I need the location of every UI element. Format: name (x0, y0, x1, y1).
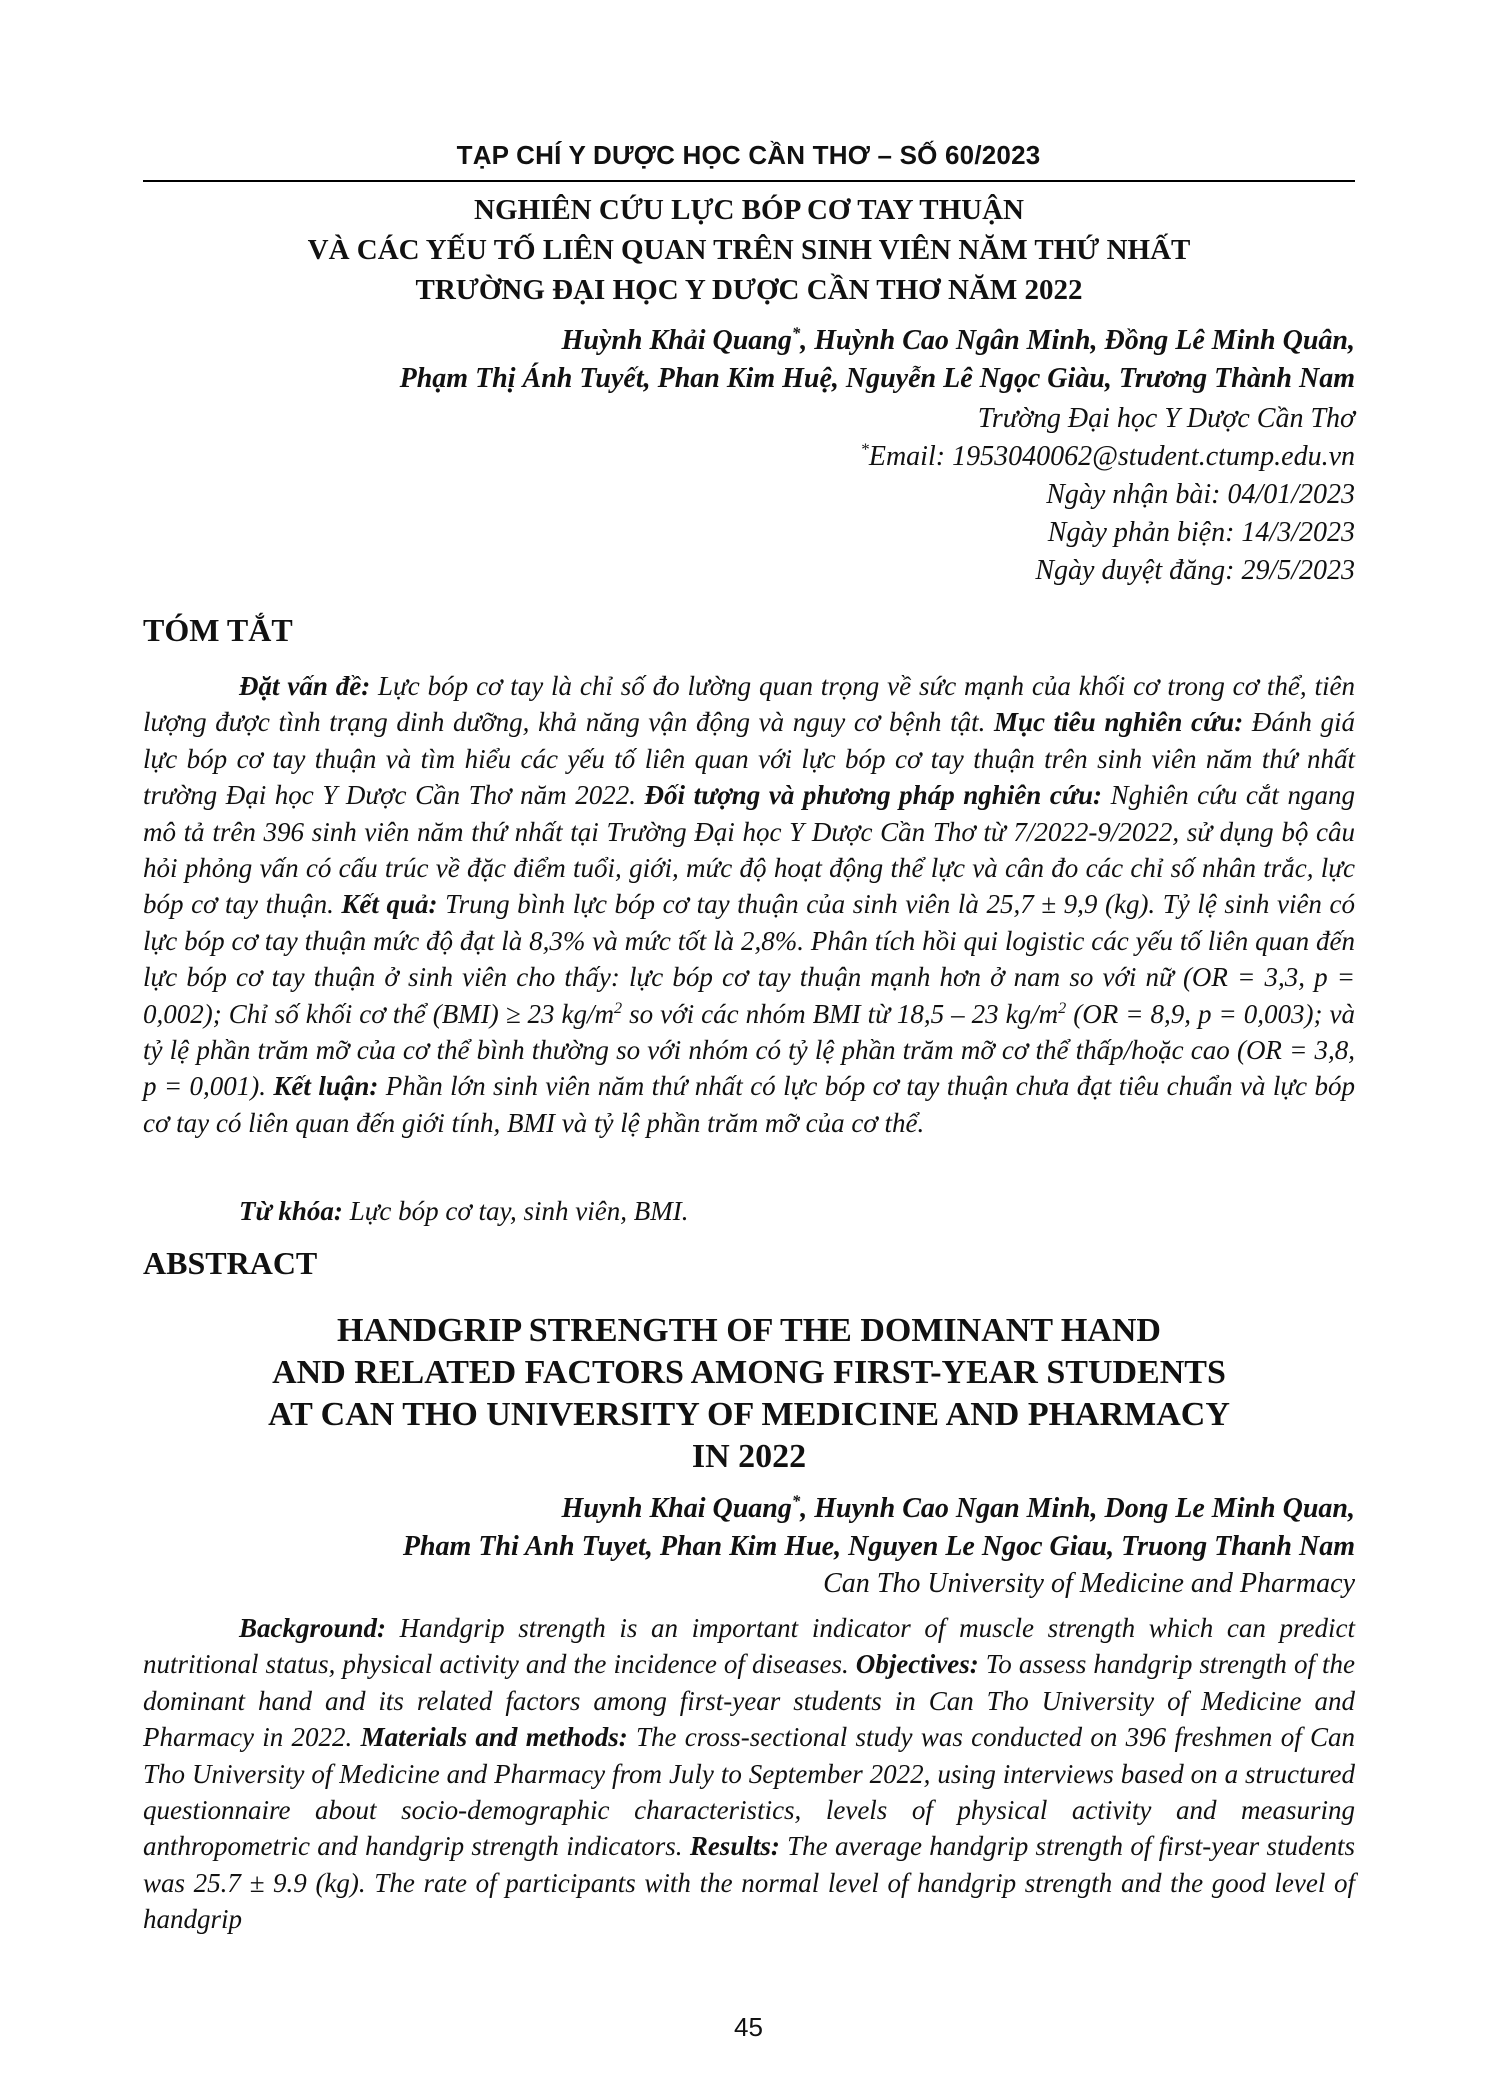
text-results: The average handgrip strength of first-year students was 25.7 ± 9.9 (kg). The rate of participants with the normal level of handgrip strength and the good level of handgrip (143, 1831, 1355, 1935)
date-received: Ngày nhận bài: 04/01/2023 (1046, 479, 1355, 510)
text-background: Handgrip strength is an important indicator of muscle strength which can predict nutritional status, physical activity and the incidence of diseases. (143, 1613, 1355, 1680)
author-names: , Huynh Cao Ngan Minh, Dong Le Minh Quan, (800, 1493, 1355, 1524)
text-methods: Nghiên cứu cắt ngang mô tả trên 396 sinh viên năm thứ nhất tại Trường Đại học Y Dược Cần Thơ từ 7/2022-9/2022, sử dụng bộ câu hỏi phỏng vấn có cấu trúc về đặc điểm tuổi, giới, mức độ hoạt động thể lực và cân đo các chỉ số nhân trắc, lực bóp cơ tay thuận. (143, 780, 1355, 920)
label-keywords: Từ khóa: (239, 1196, 343, 1226)
title-vi-line: TRƯỜNG ĐẠI HỌC Y DƯỢC CẦN THƠ NĂM 2022 (415, 274, 1083, 306)
title-en-line: AND RELATED FACTORS AMONG FIRST-YEAR STUDENTS (272, 1354, 1226, 1391)
title-vi-line: NGHIÊN CỨU LỰC BÓP CƠ TAY THUẬN (474, 194, 1024, 226)
text-keywords: Lực bóp cơ tay, sinh viên, BMI. (342, 1196, 689, 1226)
author-line: Phạm Thị Ánh Tuyết, Phan Kim Huệ, Nguyễn Lê Ngọc Giàu, Trương Thành Nam (399, 363, 1355, 394)
superscript: 2 (1058, 998, 1067, 1017)
date-accepted: Ngày duyệt đăng: 29/5/2023 (1035, 555, 1355, 586)
email[interactable]: Email: 1953040062@student.ctump.edu.vn (868, 441, 1355, 472)
date-reviewed: Ngày phản biện: 14/3/2023 (1047, 517, 1355, 548)
label-objectives: Mục tiêu nghiên cứu: (994, 707, 1244, 738)
header-divider (143, 180, 1355, 182)
page-number: 45 (734, 2012, 763, 2042)
title-vi-line: VÀ CÁC YẾU TỐ LIÊN QUAN TRÊN SINH VIÊN NĂM THỨ NHẤT (307, 234, 1191, 266)
title-en-line: IN 2022 (691, 1438, 807, 1475)
superscript: 2 (614, 998, 623, 1017)
text-background: Lực bóp cơ tay là chỉ số đo lường quan trọng về sức mạnh của khối cơ trong cơ thể, tiên lượng được tình trạng dinh dưỡng, khả năng vận động và nguy cơ bệnh tật. (143, 671, 1355, 738)
author-line (143, 1490, 1355, 1528)
author-list-vietnamese (143, 322, 1355, 398)
text-results: so với các nhóm BMI từ 18,5 – 23 kg/m (622, 998, 1059, 1029)
article-title-vietnamese (143, 190, 1355, 310)
email-line (143, 438, 1355, 476)
text-conclusion: Phần lớn sinh viên năm thứ nhất có lực bóp cơ tay thuận chưa đạt tiêu chuẩn và lực bóp cơ tay có liên quan đến giới tính, BMI và tỷ lệ phần trăm mỡ của cơ thể. (143, 1071, 1355, 1138)
tomtat-paragraph (143, 668, 1355, 1141)
affiliation-english: Can Tho University of Medicine and Pharmacy (823, 1568, 1355, 1599)
author-line (143, 322, 1355, 360)
journal-header: TẠP CHÍ Y DƯỢC HỌC CẦN THƠ – SỐ 60/2023 (456, 140, 1041, 170)
abstract-paragraph (143, 1610, 1355, 1938)
label-methods: Materials and methods: (360, 1722, 628, 1753)
title-en-line: HANDGRIP STRENGTH OF THE DOMINANT HAND (337, 1312, 1161, 1349)
text-results: (OR = 8,9, p = 0,003); và tỷ lệ phần trăm mỡ của cơ thể bình thường so với nhóm có tỷ lệ phần trăm mỡ cơ thể thấp/hoặc cao (OR = 3,8, p = 0,001). (143, 998, 1356, 1102)
text-objectives: Đánh giá lực bóp cơ tay thuận và tìm hiểu các yếu tố liên quan với lực bóp cơ tay thuận trên sinh viên năm thứ nhất trường Đại học Y Dược Cần Thơ năm 2022. (143, 707, 1355, 811)
corresponding-author: Huynh Khai Quang (561, 1493, 792, 1524)
label-methods: Đối tượng và phương pháp nghiên cứu: (644, 780, 1103, 811)
keywords-line (239, 1196, 689, 1227)
corresponding-mark: * (791, 323, 801, 343)
label-background: Background: (239, 1613, 387, 1643)
corresponding-mark: * (791, 1491, 801, 1511)
text-results: Trung bình lực bóp cơ tay thuận của sinh viên là 25,7 ± 9,9 (kg). Tỷ lệ sinh viên có lực bóp cơ tay thuận mức độ đạt là 8,3% và mức tốt là 2,8%. Phân tích hồi qui logistic các yếu tố liên quan đến lực bóp cơ tay thuận ở sinh viên cho thấy: lực bóp cơ tay thuận mạnh hơn ở nam so với nữ (OR = 3,3, p = 0,002); Chỉ số khối cơ thể (BMI) ≥ 23 kg/m (143, 889, 1355, 1029)
author-list-english (143, 1490, 1355, 1566)
title-en-line: AT CAN THO UNIVERSITY OF MEDICINE AND PHARMACY (268, 1396, 1230, 1433)
article-metadata (143, 400, 1355, 590)
label-conclusion: Kết luận: (273, 1071, 379, 1102)
label-results: Kết quả: (341, 889, 438, 920)
label-objectives: Objectives: (855, 1649, 979, 1680)
tomtat-heading: TÓM TẮT (143, 612, 293, 648)
text-methods: The cross-sectional study was conducted on 396 freshmen of Can Tho University of Medicine and Pharmacy from July to September 2022, using interviews based on a structured questionnaire about socio-demographic characteristics, levels of physical activity and measuring anthropometric and handgrip strength indicators. (143, 1722, 1356, 1862)
author-names: , Huỳnh Cao Ngân Minh, Đồng Lê Minh Quân, (800, 325, 1355, 356)
article-title-english (143, 1310, 1355, 1478)
corresponding-author: Huỳnh Khải Quang (561, 325, 792, 356)
author-line: Pham Thi Anh Tuyet, Phan Kim Hue, Nguyen Le Ngoc Giau, Truong Thanh Nam (402, 1531, 1355, 1562)
abstract-heading: ABSTRACT (143, 1245, 318, 1281)
email-star: * (860, 439, 869, 459)
label-background: Đặt vấn đề: (239, 671, 371, 701)
text-objectives: To assess handgrip strength of the dominant hand and its related factors among first-year students in Can Tho University of Medicine and Pharmacy in 2022. (143, 1649, 1355, 1753)
label-results: Results: (689, 1831, 780, 1862)
affiliation-vietnamese: Trường Đại học Y Dược Cần Thơ (977, 403, 1355, 434)
